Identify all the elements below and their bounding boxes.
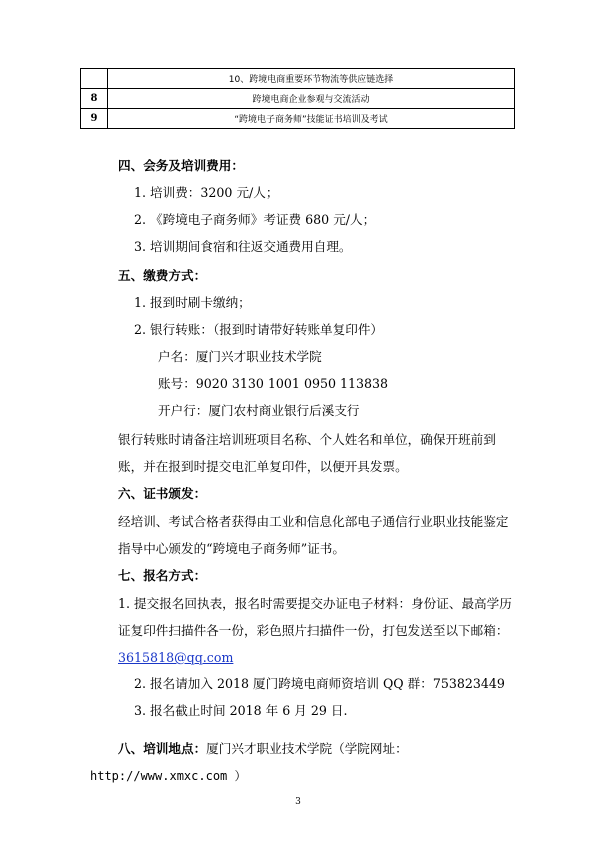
fee-item: 2. 《跨境电子商务师》考证费 680 元/人； — [134, 212, 376, 227]
payment-item: 2. 银行转账：（报到时请带好转账单复印件） — [134, 322, 384, 337]
payment-item: 1. 报到时刷卡缴纳； — [134, 295, 251, 310]
section-heading-registration: 七、报名方式： — [118, 568, 207, 583]
table-cell-num: 8 — [81, 89, 108, 109]
section-heading-payment: 五、缴费方式： — [118, 268, 207, 283]
account-number: 账号：9020 3130 1001 0950 113838 — [158, 376, 389, 391]
schedule-table — [80, 68, 515, 129]
registration-item: 2. 报名请加入 2018 厦门跨境电商师资培训 QQ 群：753823449 — [134, 676, 505, 691]
bank-name: 开户行：厦门农村商业银行后溪支行 — [158, 403, 360, 418]
location-text: 厦门兴才职业技术学院（学院网址： — [206, 741, 408, 756]
email-link[interactable]: 3615818@qq.com — [118, 650, 234, 665]
certificate-text: 经培训、考试合格者获得由工业和信息化部电子通信行业职业技能鉴定指导中心颁发的“跨境电子商务师”证书。 — [118, 514, 509, 556]
section-heading-location: 八、培训地点： — [118, 741, 207, 756]
table-cell-num — [81, 69, 108, 89]
table-cell-item: “跨境电子商务师”技能证书培训及考试 — [108, 109, 515, 129]
table-row — [81, 89, 515, 109]
section-heading-certificate: 六、证书颁发： — [118, 486, 207, 501]
registration-item: 3. 报名截止时间 2018 年 6 月 29 日. — [134, 703, 348, 718]
table-cell-item: 10、跨境电商重要环节物流等供应链选择 — [108, 69, 515, 89]
location-line — [118, 741, 408, 757]
table-row — [81, 69, 515, 89]
transfer-note: 银行转账时请备注培训班项目名称、个人姓名和单位，确保开班前到账，并在报到时提交电汇单复印件，以便开具发票。 — [118, 432, 496, 474]
table-row — [81, 109, 515, 129]
section-heading-fees: 四、会务及培训费用： — [118, 158, 244, 173]
website-url[interactable]: http://www.xmxc.com ） — [90, 769, 247, 783]
fee-item: 1. 培训费：3200 元/人； — [134, 185, 279, 200]
table-cell-item: 跨境电商企业参观与交流活动 — [108, 89, 515, 109]
page-number: 3 — [295, 797, 301, 807]
account-name: 户名：厦门兴才职业技术学院 — [158, 349, 322, 364]
registration-item — [118, 590, 514, 671]
table-cell-num: 9 — [81, 109, 108, 129]
fee-item: 3. 培训期间食宿和往返交通费用自理。 — [134, 239, 352, 254]
registration-item-text: 1. 提交报名回执表，报名时需要提交办证电子材料：身份证、最高学历证复印件扫描件各一份，彩色照片扫描件一份，打包发送至以下邮箱： — [118, 596, 512, 638]
